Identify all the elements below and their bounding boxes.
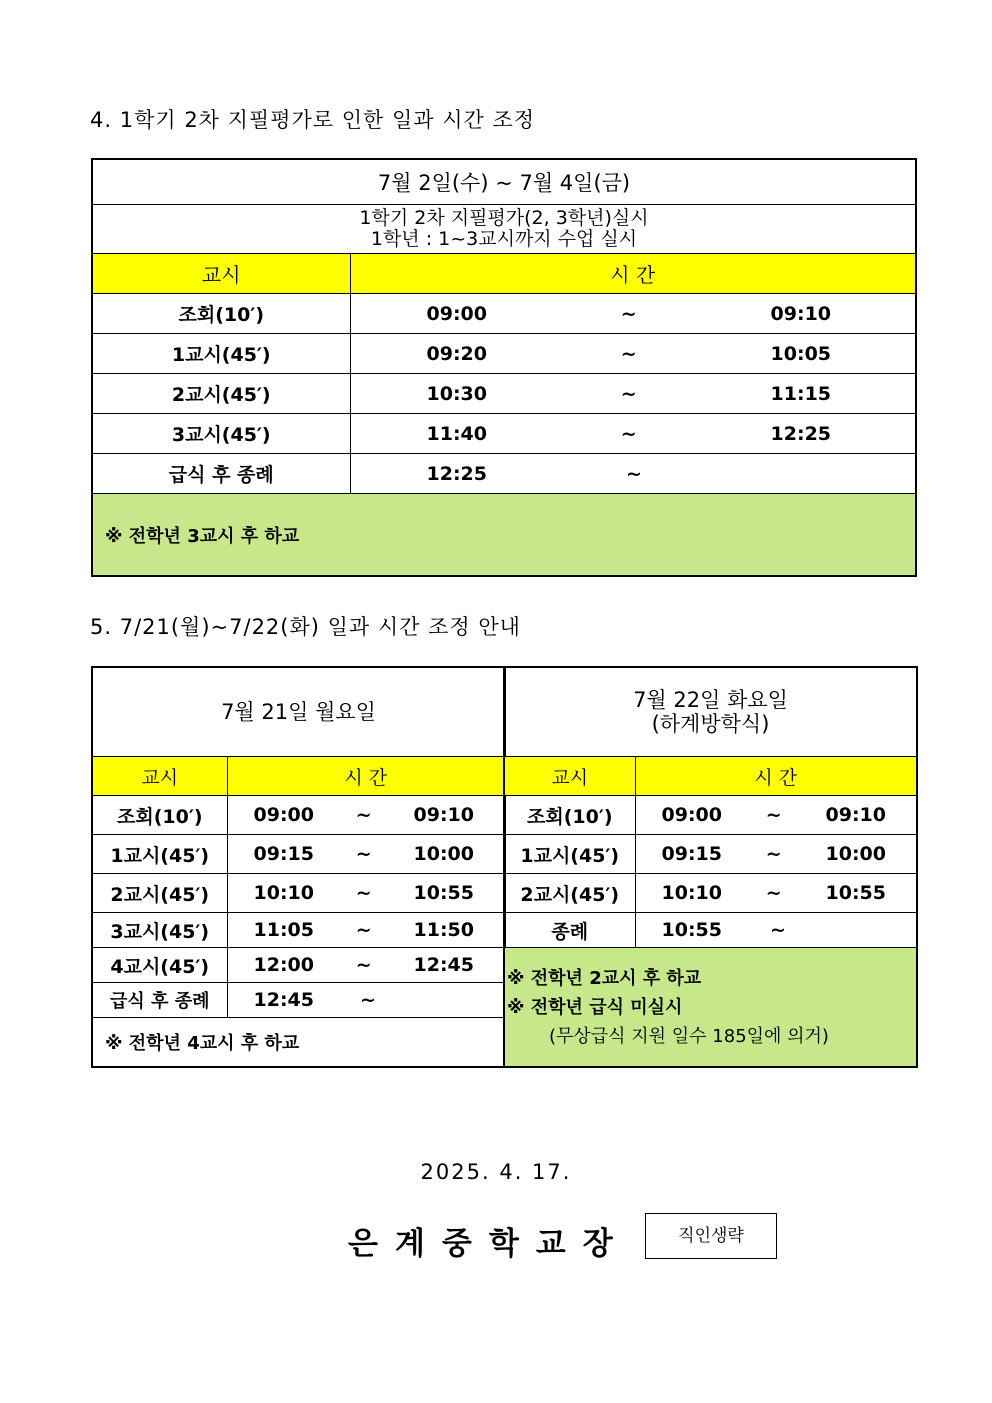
exam-description xyxy=(92,205,916,254)
exam-desc-line2: 1학년 : 1~3교시까지 수업 실시 xyxy=(370,228,638,250)
tilde: ~ xyxy=(765,804,782,826)
table-row xyxy=(504,835,917,874)
period-cell: 1교시(45′) xyxy=(92,835,227,874)
end-time: 10:55 xyxy=(413,882,474,904)
start-time: 12:00 xyxy=(253,954,314,976)
period-cell: 2교시(45′) xyxy=(504,874,635,913)
tilde: ~ xyxy=(620,382,637,405)
period-cell: 조회(10′) xyxy=(92,796,227,835)
tuesday-note-line3: (무상급식 지원 일수 185일에 의거) xyxy=(549,1025,829,1047)
start-time: 09:00 xyxy=(661,804,722,826)
period-cell: 종례 xyxy=(504,913,635,948)
period-cell: 4교시(45′) xyxy=(92,948,227,983)
start-time: 10:30 xyxy=(426,382,487,405)
tilde: ~ xyxy=(620,302,637,325)
tuesday-note-line2: ※ 전학년 급식 미실시 xyxy=(507,996,683,1018)
tuesday-note xyxy=(504,948,917,1068)
period-cell: 1교시(45′) xyxy=(504,835,635,874)
start-time: 12:25 xyxy=(426,462,487,485)
end-time: 12:45 xyxy=(413,954,474,976)
end-time: 10:00 xyxy=(825,843,886,865)
tilde: ~ xyxy=(620,342,637,365)
tilde: ~ xyxy=(765,843,782,865)
table-row xyxy=(92,948,505,983)
tilde: ~ xyxy=(355,919,372,941)
tilde: ~ xyxy=(770,919,786,941)
start-time: 09:00 xyxy=(426,302,487,325)
period-cell: 3교시(45′) xyxy=(92,913,227,948)
tuesday-heading-line2: (하계방학식) xyxy=(651,712,770,736)
exam-note: ※ 전학년 3교시 후 하교 xyxy=(92,494,916,577)
exam-date-range: 7월 2일(수) ~ 7월 4일(금) xyxy=(92,159,916,205)
end-time: 10:05 xyxy=(770,342,832,365)
col-time-header: 시 간 xyxy=(635,757,917,796)
start-time: 10:55 xyxy=(661,919,722,941)
period-cell: 조회(10′) xyxy=(504,796,635,835)
end-time: 12:25 xyxy=(770,422,832,445)
period-cell: 조회(10′) xyxy=(92,294,350,334)
table-row xyxy=(92,334,916,374)
table-row xyxy=(92,835,505,874)
period-cell: 급식 후 종례 xyxy=(92,454,350,494)
start-time: 10:10 xyxy=(661,882,722,904)
tuesday-heading xyxy=(504,667,917,757)
section5-title: 5. 7/21(월)~7/22(화) 일과 시간 조정 안내 xyxy=(90,615,521,639)
table-row xyxy=(92,414,916,454)
tilde: ~ xyxy=(626,462,642,485)
table-row xyxy=(92,874,505,913)
tuesday-heading-line1: 7월 22일 화요일 xyxy=(633,688,788,712)
tuesday-schedule-table xyxy=(503,666,918,1068)
period-cell: 1교시(45′) xyxy=(92,334,350,374)
col-time-header: 시 간 xyxy=(350,254,916,294)
start-time: 11:40 xyxy=(426,422,487,445)
end-time: 10:00 xyxy=(413,843,474,865)
period-cell: 2교시(45′) xyxy=(92,874,227,913)
table-row xyxy=(504,796,917,835)
table-row xyxy=(504,913,917,948)
table-row xyxy=(92,294,916,334)
period-cell: 2교시(45′) xyxy=(92,374,350,414)
exam-desc-line1: 1학기 2차 지필평가(2, 3학년)실시 xyxy=(359,207,649,229)
tilde: ~ xyxy=(765,882,782,904)
col-time-header: 시 간 xyxy=(227,757,505,796)
start-time: 09:20 xyxy=(426,342,487,365)
tilde: ~ xyxy=(620,422,637,445)
table-row xyxy=(92,796,505,835)
end-time: 09:10 xyxy=(825,804,886,826)
period-cell: 3교시(45′) xyxy=(92,414,350,454)
end-time: 11:15 xyxy=(770,382,832,405)
monday-heading: 7월 21일 월요일 xyxy=(92,667,505,757)
document-date: 2025. 4. 17. xyxy=(420,1160,572,1184)
period-cell: 급식 후 종례 xyxy=(92,983,227,1018)
seal-omitted-box: 직인생략 xyxy=(645,1213,777,1259)
col-period-header: 교시 xyxy=(92,757,227,796)
monday-note: ※ 전학년 4교시 후 하교 xyxy=(92,1018,505,1068)
start-time: 11:05 xyxy=(253,919,314,941)
tilde: ~ xyxy=(355,804,372,826)
tilde: ~ xyxy=(355,954,372,976)
tilde: ~ xyxy=(360,989,376,1011)
tilde: ~ xyxy=(355,882,372,904)
table-row xyxy=(92,913,505,948)
monday-schedule-table xyxy=(91,666,506,1068)
end-time: 10:55 xyxy=(825,882,886,904)
end-time: 11:50 xyxy=(413,919,474,941)
start-time: 09:00 xyxy=(253,804,314,826)
tuesday-note-line1: ※ 전학년 2교시 후 하교 xyxy=(507,967,702,989)
table-row xyxy=(92,454,916,494)
table-row xyxy=(92,374,916,414)
start-time: 09:15 xyxy=(661,843,722,865)
tilde: ~ xyxy=(355,843,372,865)
table-row xyxy=(504,874,917,913)
col-period-header: 교시 xyxy=(504,757,635,796)
end-time: 09:10 xyxy=(413,804,474,826)
col-period-header: 교시 xyxy=(92,254,350,294)
end-time: 09:10 xyxy=(770,302,832,325)
table-row xyxy=(92,983,505,1018)
exam-schedule-table xyxy=(91,158,917,577)
principal-signature: 은계중학교장 xyxy=(348,1226,630,1262)
section4-title: 4. 1학기 2차 지필평가로 인한 일과 시간 조정 xyxy=(90,108,536,132)
start-time: 09:15 xyxy=(253,843,314,865)
start-time: 10:10 xyxy=(253,882,314,904)
start-time: 12:45 xyxy=(253,989,314,1011)
